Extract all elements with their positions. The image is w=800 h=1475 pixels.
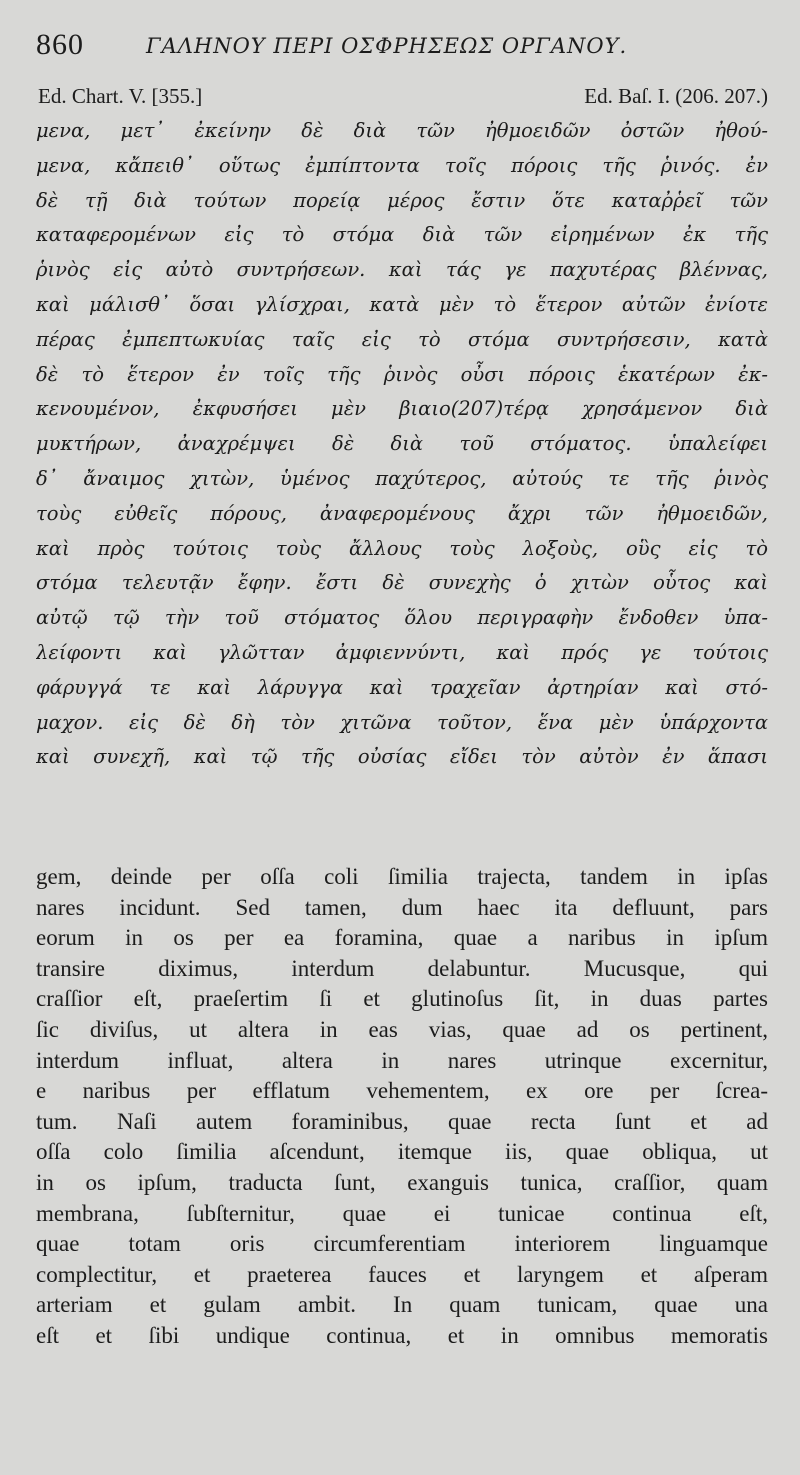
greek-line: δ᾽ ἄναιμος χιτὼν, ὑμένος παχύτερος, αὐτούς τε τῆς ῥινὸς [36,466,768,490]
greek-line: φάρυγγά τε καὶ λάρυγγα καὶ τραχεῖαν ἀρτηρίαν καὶ στό- [36,675,768,699]
latin-text-block [36,862,768,1352]
latin-line: craſſior eſt, praeſertim ſi et glutinoſus ſit, in duas partes [36,986,768,1012]
greek-line: καὶ μάλισθ᾽ ὅσαι γλίσχραι, κατὰ μὲν τὸ ἕτερον αὐτῶν ἐνίοτε [36,292,768,316]
greek-line: καὶ πρὸς τούτοις τοὺς ἄλλους τοὺς λοξοὺς, οὓς εἰς τὸ [36,536,768,560]
edition-reference-basel: Ed. Baſ. I. (206. 207.) [584,84,768,108]
greek-line: μενα, μετ᾽ ἐκείνην δὲ διὰ τῶν ἠθμοειδῶν ὀστῶν ἠθού- [36,119,768,142]
latin-line: oſſa colo ſimilia aſcendunt, itemque iis, quae obliqua, ut [36,1139,768,1165]
latin-line: tum. Naſi autem foraminibus, quae recta ſunt et ad [36,1108,768,1134]
latin-line: e naribus per efflatum vehementem, ex ore per ſcrea- [36,1078,768,1104]
running-title: ΓΑΛΗΝΟΥ ΠΕΡΙ ΟΣΦΡΗΣΕΩΣ ΟΡΓΑΝΟΥ. [146,34,628,58]
greek-line: αὐτῷ τῷ τὴν τοῦ στόματος ὅλου περιγραφὴν ἔνδοθεν ὑπα- [36,606,768,630]
page-number: 860 [36,28,84,61]
latin-line: nares incidunt. Sed tamen, dum haec ita defluunt, pars [36,894,768,920]
greek-line: κενουμένον, ἐκφυσήσει μὲν βιαιο(207)τέρᾳ χρησάμενον διὰ [36,397,768,421]
latin-line: complectitur, et praeterea fauces et laryngem et aſperam [36,1261,768,1287]
greek-line: δὲ τὸ ἕτερον ἐν τοῖς τῆς ῥινὸς οὖσι πόροις ἑκατέρων ἐκ- [36,362,768,386]
greek-line: ῥινὸς εἰς αὐτὸ συντρήσεων. καὶ τάς γε παχυτέρας βλέννας, [36,258,768,282]
greek-line: καταφερομένων εἰς τὸ στόμα διὰ τῶν εἰρημένων ἐκ τῆς [36,223,768,247]
latin-line: ſic diviſus, ut altera in eas vias, quae ad os pertinent, [36,1016,768,1042]
latin-line: eſt et ſibi undique continua, et in omnibus memoratis [36,1322,768,1348]
latin-line: transire diximus, interdum delabuntur. Mucusque, qui [36,955,768,981]
latin-line: in os ipſum, traducta ſunt, exanguis tunica, craſſior, quam [36,1169,768,1195]
greek-line: μαχον. εἰς δὲ δὴ τὸν χιτῶνα τοῦτον, ἕνα μὲν ὑπάρχοντα [36,710,768,734]
greek-line: καὶ συνεχῆ, καὶ τῷ τῆς οὐσίας εἴδει τὸν αὐτὸν ἐν ἅπασι [36,745,768,769]
latin-line: membrana, ſubſternitur, quae ei tunicae continua eſt, [36,1200,768,1226]
greek-line: στόμα τελευτᾷν ἔφην. ἔστι δὲ συνεχὴς ὁ χιτὼν οὗτος καὶ [36,571,768,595]
latin-line: arteriam et gulam ambit. In quam tunicam, quae una [36,1292,768,1318]
greek-line: μυκτήρων, ἀναχρέμψει δὲ διὰ τοῦ στόματος. ὑπαλείφει [36,432,768,456]
greek-line: μενα, κἄπειθ᾽ οὕτως ἐμπίπτοντα τοῖς πόροις τῆς ῥινός. ἐν [36,153,768,177]
edition-reference-chart: Ed. Chart. V. [355.] [38,84,203,108]
latin-line: quae totam oris circumferentiam interiorem linguamque [36,1231,768,1257]
latin-line: eorum in os per ea foramina, quae a naribus in ipſum [36,925,768,951]
greek-line: δὲ τῇ διὰ τούτων πορείᾳ μέρος ἔστιν ὅτε καταῤῥεῖ τῶν [36,188,768,212]
greek-line: πέρας ἐμπεπτωκυίας ταῖς εἰς τὸ στόμα συντρήσεσιν, κατὰ [36,327,768,351]
edition-reference-line [38,84,768,110]
page-header [36,28,766,68]
greek-line: τοὺς εὐθεῖς πόρους, ἀναφερομένους ἄχρι τῶν ἠθμοειδῶν, [36,501,768,525]
latin-line: gem, deinde per oſſa coli ſimilia trajecta, tandem in ipſas [36,864,768,889]
greek-text-block [36,114,768,775]
latin-line: interdum influat, altera in nares utrinque excernitur, [36,1047,768,1073]
greek-line: λείφοντι καὶ γλῶτταν ἀμφιεννύντι, καὶ πρός γε τούτοις [36,640,768,664]
